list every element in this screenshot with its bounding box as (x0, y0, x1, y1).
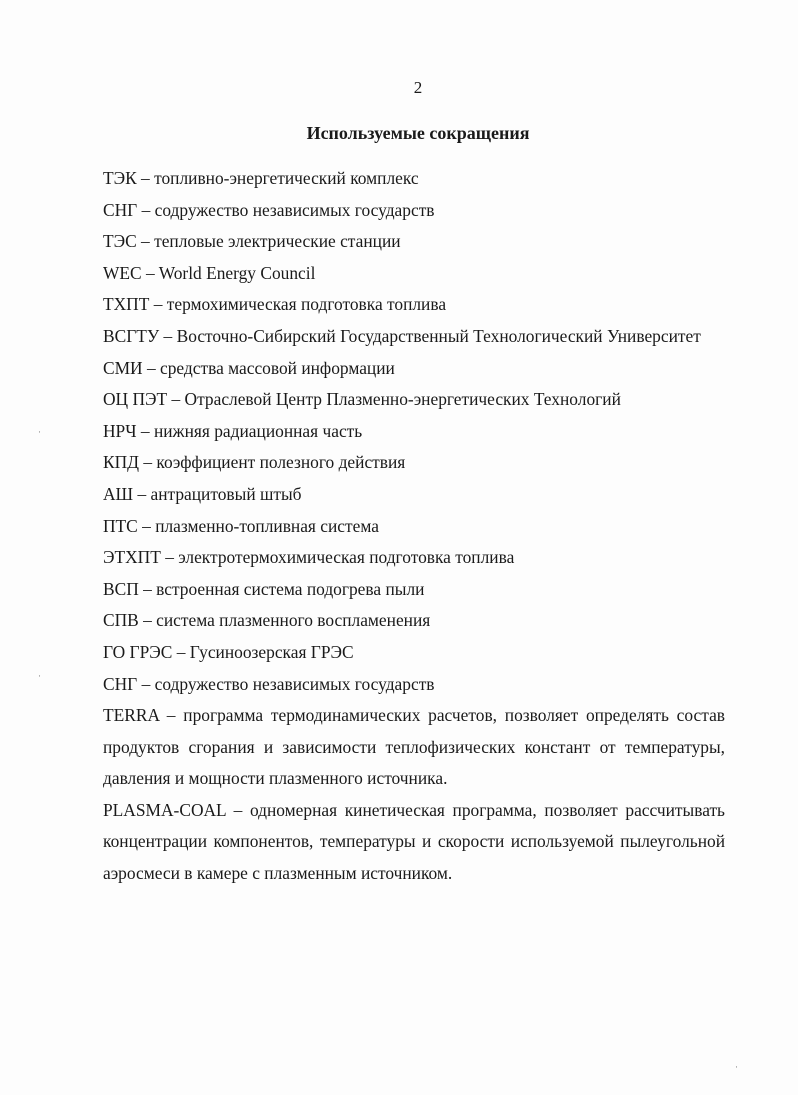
separator: – (167, 389, 185, 410)
abbreviation-term: СНГ (103, 673, 138, 694)
abbreviation-item (103, 542, 725, 574)
abbreviation-term: ОЦ ПЭТ (103, 389, 168, 410)
separator: – (138, 578, 157, 599)
abbreviation-list (103, 163, 725, 890)
abbreviation-item (103, 195, 725, 227)
abbreviation-term: WEC (103, 262, 142, 283)
separator: – (159, 325, 177, 346)
abbreviation-definition: электротермохимическая подготовка топлива (178, 547, 515, 568)
separator: – (149, 294, 167, 315)
abbreviation-term: ГО ГРЭС (103, 641, 173, 662)
separator: – (136, 420, 154, 441)
abbreviation-definition: одномерная кинетическая программа, позволяет рассчитывать концентрации компонентов, температуры и скорости используемой пылеугольной аэросмеси в камере с плазменным источником. (103, 799, 725, 884)
abbreviation-item (103, 353, 725, 385)
abbreviation-item (103, 416, 725, 448)
abbreviation-definition: Отраслевой Центр Плазменно-энергетических Технологий (184, 389, 621, 410)
separator: – (136, 231, 155, 252)
abbreviation-term: СНГ (103, 199, 138, 220)
abbreviation-item (103, 700, 725, 795)
abbreviation-term: ЭТХПТ (103, 547, 161, 568)
abbreviation-definition: антрацитовый штыб (150, 483, 302, 504)
abbreviation-item (103, 163, 725, 195)
abbreviation-item (103, 605, 725, 637)
separator: – (159, 705, 184, 726)
abbreviation-item (103, 574, 725, 606)
abbreviation-term: ВСГТУ (103, 325, 160, 346)
abbreviation-definition: Гусиноозерская ГРЭС (189, 641, 354, 662)
abbreviation-definition: World Energy Council (158, 262, 316, 283)
separator: – (139, 452, 157, 473)
abbreviation-term: НРЧ (103, 420, 137, 441)
abbreviation-item (103, 795, 725, 890)
abbreviation-item (103, 321, 725, 353)
abbreviation-definition: плазменно-топливная система (155, 515, 379, 536)
abbreviation-item (103, 479, 725, 511)
separator: – (137, 199, 155, 220)
separator: – (141, 262, 159, 283)
abbreviation-definition: средства массовой информации (160, 357, 395, 378)
abbreviation-definition: система плазменного воспламенения (156, 610, 431, 631)
abbreviation-term: PLASMA-COAL (103, 799, 227, 820)
scan-speck: · (735, 1062, 738, 1072)
abbreviation-definition: тепловые электрические станции (154, 231, 401, 252)
page-number: 2 (413, 78, 423, 97)
abbreviation-definition: термохимическая подготовка топлива (166, 294, 447, 315)
abbreviation-item (103, 289, 725, 321)
abbreviation-term: ВСП (103, 578, 139, 599)
abbreviation-item (103, 511, 725, 543)
abbreviation-item (103, 447, 725, 479)
scan-speck: · (38, 427, 41, 437)
abbreviation-item (103, 669, 725, 701)
separator: – (226, 799, 250, 820)
abbreviation-term: ТХПТ (103, 294, 150, 315)
abbreviation-term: ПТС (103, 515, 138, 536)
page-title: Используемые сокращения (306, 123, 530, 143)
abbreviation-term: КПД (103, 452, 140, 473)
abbreviation-item (103, 637, 725, 669)
abbreviation-term: ТЭС (103, 231, 137, 252)
scan-speck: · (38, 671, 41, 681)
separator: – (138, 610, 157, 631)
separator: – (133, 483, 151, 504)
abbreviation-item (103, 258, 725, 290)
abbreviation-term: TERRA (103, 705, 160, 726)
abbreviation-definition: нижняя радиационная часть (153, 420, 363, 441)
abbreviation-term: СПВ (103, 610, 139, 631)
abbreviation-definition: содружество независимых государств (154, 199, 435, 220)
abbreviation-term: АШ (103, 483, 134, 504)
separator: – (142, 357, 161, 378)
separator: – (137, 515, 156, 536)
abbreviation-term: СМИ (103, 357, 143, 378)
abbreviation-definition: Восточно-Сибирский Государственный Технологический Университет (176, 325, 701, 346)
separator: – (160, 547, 179, 568)
abbreviation-definition: топливно-энергетический комплекс (154, 168, 419, 188)
separator: – (172, 641, 190, 662)
abbreviation-term: ТЭК (103, 168, 137, 188)
abbreviation-definition: программа термодинамических расчетов, позволяет определять состав продуктов сгорания и зависимости теплофизических констант от температуры, давления и мощности плазменного источника. (103, 705, 725, 789)
abbreviation-definition: коэффициент полезного действия (156, 452, 406, 473)
abbreviation-item (103, 226, 725, 258)
abbreviation-definition: встроенная система подогрева пыли (156, 578, 425, 599)
separator: – (137, 673, 155, 694)
separator: – (136, 168, 155, 188)
abbreviation-item (103, 384, 725, 416)
abbreviation-definition: содружество независимых государств (154, 673, 435, 694)
